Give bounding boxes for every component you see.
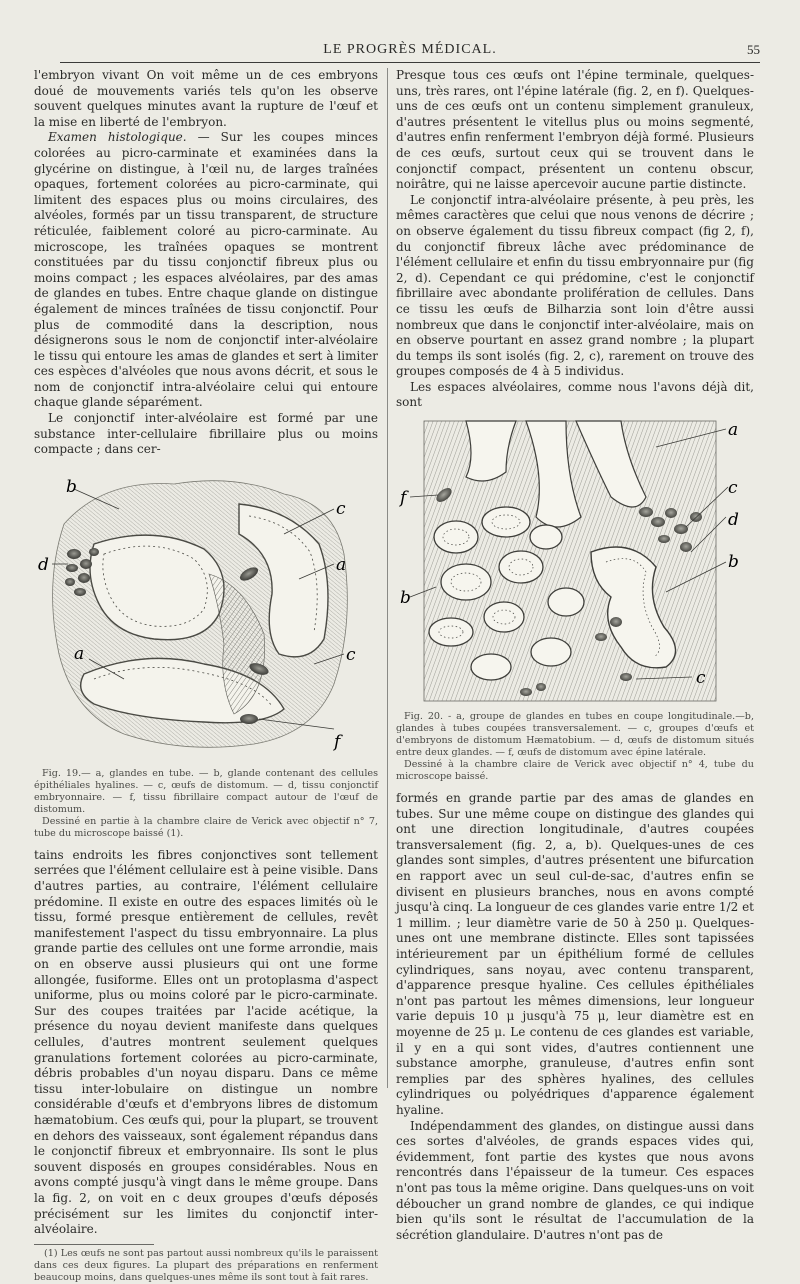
column-divider [387,68,388,1088]
caption-text: Fig. 20. - a, groupe de glandes en tubes en coupe longitudinale.—b, glandes à tubes coupées transversalement. — c, groupes d'œufs et d'embryons de distomum Hæmatobium. — d, œufs de distomum situés entre deux glandes. — f, œufs de distomum avec épine latérale. [396,711,754,759]
footnote-text: (1) Les œufs ne sont pas partout aussi nombreux qu'ils le paraissent dans ces deux figures. La plupart des préparations en renferment beaucoup moins, dans quelques-unes même ils sont tout à fait rares. [34,1247,378,1283]
figure-label: c [346,644,356,665]
footnote-rule [34,1244,154,1245]
right-column [396,68,754,1243]
figure-label: c [728,478,738,499]
section-heading: Examen histologique. [48,130,187,145]
figure-label: a [336,554,347,575]
page-number: 55 [747,42,760,57]
figure-label: f [334,731,341,752]
figure-label: b [400,588,411,609]
figure-19-illustration [34,464,378,764]
figure-label: b [66,476,77,497]
figure-caption [396,711,754,783]
figure-label: b [728,552,739,573]
left-column [34,68,378,1284]
paragraph: tains endroits les fibres conjonctives sont tellement serrées que l'élément cellulaire est à peine visible. Dans d'autres parties, au contraire, l'élément cellulaire prédomine. Il existe en outre des espaces limités où le tissu, formé presque entièrement de cellules, revêt manifestement l'aspect du tissu embryonnaire. La plus grande partie des cellules ont une forme arrondie, mais on en observe aussi plusieurs qui ont une forme allongée, fusiforme. Elles ont un protoplasma d'aspect uniforme, plus ou moins coloré par le picro-carminate. Sur des coupes traitées par l'acide acétique, la présence du noyau devient manifeste dans quelques cellules, d'autres montrent seulement quelques granulations fortement colorées au picro-carminate, débris probables d'un noyau disparu. Dans ce même tissu inter-lobulaire on distingue un nombre considérable d'œufs et d'embryons libres de distomum hæmatobium. Ces œufs qui, pour la plupart, se trouvent en dehors des vaisseaux, sont également répandus dans le conjonctif fibreux et embryonnaire. Ils sont le plus souvent disposés en groupes considérables. Nous en avons compté jusqu'à vingt dans le même groupe. Dans la fig. 2, on voit en c deux groupes d'œufs déposés précisément sur les limites du conjonctif inter-alvéolaire. [34,847,378,1237]
paragraph: Le conjonctif intra-alvéolaire présente, à peu près, les mêmes caractères que celui que nous venons de décrire ; on observe également du tissu fibreux compact (fig 2, f), du conjonctif fibreux lâche avec prédominance de l'élément cellulaire et enfin du tissu embryonnaire pur (fig 2, d). Cependant ce qui prédomine, c'est le conjonctif fibrillaire avec abondante prolifération de cellules. Dans ce tissu les œufs de Bilharzia sont loin d'être aussi nombreux que dans le conjonctif inter-alvéolaire, mais on en observe pourtant en assez grand nombre ; la plupart du temps ils sont isolés (fig. 2, c), rarement on trouve des groupes composés de 4 à 5 individus. [396,192,754,379]
figure-label: f [400,488,407,509]
figure-label: d [728,510,739,531]
paragraph: Presque tous ces œufs ont l'épine terminale, quelques-uns, très rares, ont l'épine latérale (fig. 2, en f). Quelques-uns de ces œufs ont un contenu simplement granuleux, d'autres présentent le vitellus plus ou moins segmenté, d'autres enfin renferment l'embryon déjà formé. Plusieurs de ces œufs, surtout ceux qui se trouvent dans le conjonctif compact, présentent un contenu obscur, noirâtre, qui ne laisse apercevoir aucune partie distincte. [396,68,754,192]
paragraph: formés en grande partie par des amas de glandes en tubes. Sur une même coupe on distingue des glandes qui ont une direction longitudinale, d'autres coupées transversalement (fig. 2, a, b). Quelques-unes de ces glandes sont simples, d'autres présentent une bifurcation en rapport avec un seul cul-de-sac, d'autres enfin se divisent en plusieurs branches, nous en avons compté jusqu'à cinq. La longueur de ces glandes varie entre 1/2 et 1 millim. ; leur diamètre varie de 50 à 250 μ. Quelques-unes ont une membrane distincte. Elles sont tapissées intérieurement par un épithélium formé de cellules cylindriques, sans noyau, avec contenu transparent, d'apparence presque hyaline. Ces cellules épithéliales n'ont pas partout les mêmes dimensions, leur longueur varie depuis 10 μ jusqu'à 75 μ, leur diamètre est en moyenne de 25 μ. Le contenu de ces glandes est variable, il y en a qui sont vides, d'autres contiennent une substance amorphe, granuleuse, d'autres enfin sont remplies par des sphères hyalines, des cellules cylindriques ou polyédriques d'apparence également hyaline. [396,791,754,1117]
figure-20-illustration [396,417,754,707]
caption-text: Fig. 19.— a, glandes en tube. — b, glande contenant des cellules épithéliales hyalines. — c, œufs de distomum. — d, tissu conjonctif embryonnaire. — f, tissu fibrillaire compact autour de l'œuf de distomum. [34,767,378,815]
paragraph: Les espaces alvéolaires, comme nous l'avons déjà dit, sont [396,379,754,410]
figure-label: c [696,668,706,689]
figure-label: c [336,498,346,519]
figure-label: a [74,643,85,664]
paragraph: l'embryon vivant On voit même un de ces embryons doué de mouvements variés tels qu'on les observe souvent quelques minutes avant la rupture de l'œuf et la mise en liberté de l'embryon. [34,68,378,129]
footnote [34,1248,378,1284]
paragraph: Le conjonctif inter-alvéolaire est formé par une substance inter-cellulaire fibrillaire plus ou moins compacte ; dans cer- [34,411,378,457]
page-header [60,38,760,63]
paragraph: Indépendamment des glandes, on distingue aussi dans ces sortes d'alvéoles, de grands espaces vides qui, évidemment, font partie des kystes que nous avons rencontrés dans l'épaisseur de la tumeur. Ces espaces n'ont pas tous la même origine. Dans quelques-uns on voit déboucher un grand nombre de glandes, ce qui indique bien qu'ils sont le résultat de l'accumulation de la sécrétion glandulaire. D'autres n'ont pas de [396,1118,754,1242]
paragraph [34,130,378,411]
figure-caption [34,768,378,840]
paragraph-text: — Sur les coupes minces colorées au picro-carminate et examinées dans la glycérine on distingue, à l'œil nu, de larges traînées opaques, fortement colorées au picro-carminate, qui limitent des espaces plus ou moins circulaires, des alvéoles, formés par un tissu transparent, de structure réticulée, faiblement coloré au picro-carminate. Au microscope, les traînées opaques se montrent constituées par du tissu conjonctif fibreux plus ou moins compact ; les espaces alvéolaires, par des amas de glandes en tubes. Entre chaque glande on distingue également de minces traînées de tissu conjonctif. Pour plus de commodité dans la description, nous désignerons sous le nom de conjonctif inter-alvéolaire le tissu qui entoure les amas de glandes et sert à limiter ces espèces d'alvéoles que nous avons décrit, et sous le nom de conjonctif intra-alvéolaire celui qui entoure chaque glande séparément. [34,130,378,410]
figure-label: d [38,554,49,575]
caption-text: Dessiné en partie à la chambre claire de Verick avec objectif n° 7, tube du microscope baissé (1). [34,815,378,839]
figure-label: a [728,420,739,441]
caption-text: Dessiné à la chambre claire de Verick avec objectif n° 4, tube du microscope baissé. [396,759,754,783]
figure-20 [396,417,754,783]
running-title: LE PROGRÈS MÉDICAL. [323,42,497,57]
figure-19 [34,464,378,840]
